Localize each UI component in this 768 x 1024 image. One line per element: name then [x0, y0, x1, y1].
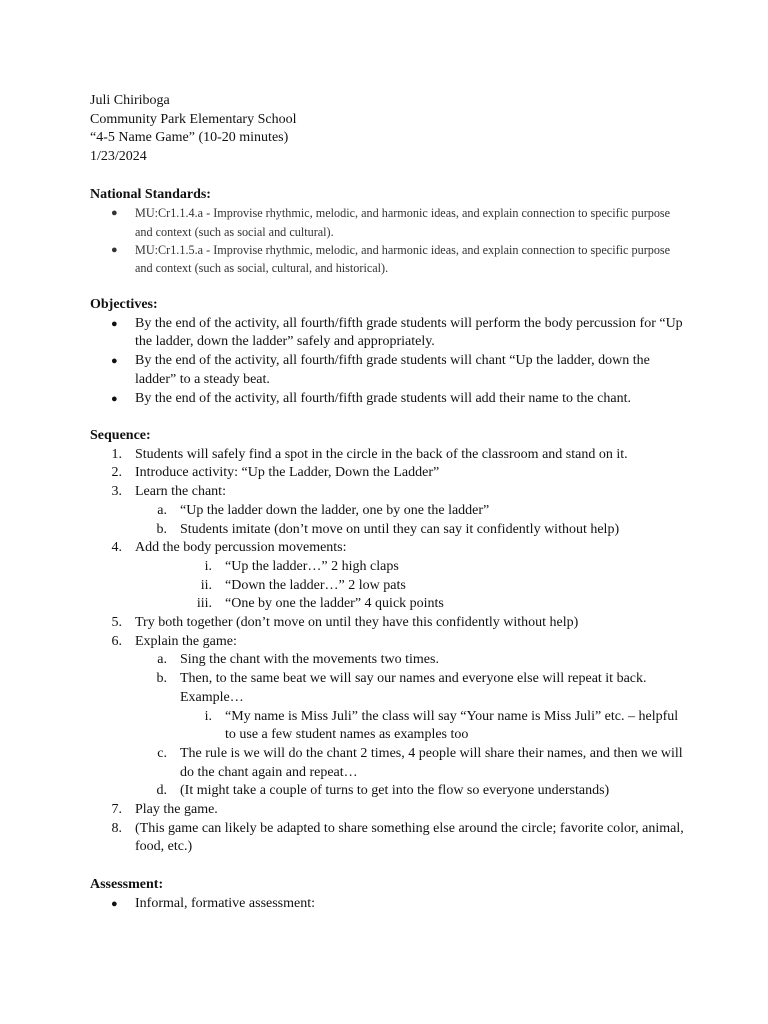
sub-step-letter: a.: [157, 652, 167, 668]
list-item: [90, 464, 690, 483]
standards-list: [90, 204, 690, 277]
sub-step-text: Sing the chant with the movements two times.: [180, 652, 439, 668]
step-number: 1.: [111, 446, 122, 462]
sub-step-text: The rule is we will do the chant 2 times, 4 people will share their names, and then we will do the chant again and repeat…: [180, 745, 683, 780]
list-item: [90, 204, 690, 241]
bullet-icon: ●: [111, 317, 118, 330]
list-item: [90, 633, 690, 801]
lesson-date: 1/23/2024: [90, 149, 147, 165]
roman-numeral: i.: [204, 558, 212, 574]
list-item: [90, 352, 690, 389]
sequence-section: [90, 427, 690, 857]
list-item: [180, 558, 690, 577]
list-item: [90, 390, 690, 409]
list-item: [90, 801, 690, 820]
list-item: [180, 708, 690, 745]
sub-step-text: “Up the ladder down the ladder, one by one the ladder”: [180, 502, 490, 518]
list-item: [135, 502, 690, 521]
roman-item-text: “One by one the ladder” 4 quick points: [225, 596, 444, 612]
objective-text: By the end of the activity, all fourth/fifth grade students will perform the body percussion for “Up the ladder, down the ladder” safely and appropriately.: [135, 315, 683, 350]
standard-text: MU:Cr1.1.4.a - Improvise rhythmic, melodic, and harmonic ideas, and explain connection to specific purpose and context (such as social and cultural).: [135, 206, 671, 239]
list-item: [180, 595, 690, 614]
list-item: [90, 483, 690, 539]
objectives-heading: Objectives:: [90, 297, 158, 313]
roman-item-text: “My name is Miss Juli” the class will say “Your name is Miss Juli” etc. – helpful to use a few student names as examples too: [225, 708, 679, 743]
sequence-list: [90, 446, 690, 857]
list-item: [90, 820, 690, 857]
sub-step-letter: d.: [156, 783, 167, 799]
bullet-icon: ●: [111, 243, 118, 256]
roman-item-text: “Down the ladder…” 2 low pats: [225, 577, 406, 593]
objective-text: By the end of the activity, all fourth/fifth grade students will chant “Up the ladder, down the ladder” to a steady beat.: [135, 353, 650, 387]
sub-step-letter: c.: [157, 745, 167, 761]
bullet-icon: ●: [111, 207, 118, 220]
roman-item-text: “Up the ladder…” 2 high claps: [225, 558, 399, 574]
list-item: [135, 745, 690, 782]
step-number: 3.: [111, 484, 122, 500]
step-text: Learn the chant:: [135, 484, 226, 500]
standard-text: MU:Cr1.1.5.a - Improvise rhythmic, melodic, and harmonic ideas, and explain connection to specific purpose and context (such as social, cultural, and historical).: [135, 242, 671, 276]
list-item: [90, 241, 690, 278]
list-item: [135, 782, 690, 801]
step-text: Play the game.: [135, 802, 218, 818]
document-header: [90, 92, 690, 167]
step-number: 8.: [111, 820, 122, 836]
document-page: [90, 92, 690, 913]
step-number: 2.: [111, 465, 122, 481]
step-number: 7.: [111, 802, 122, 818]
step-number: 6.: [111, 633, 122, 649]
sequence-heading: Sequence:: [90, 427, 151, 443]
sub-step-text: Then, to the same beat we will say our names and everyone else will repeat it back. Example…: [180, 671, 647, 705]
assessment-text: Informal, formative assessment:: [135, 895, 316, 911]
list-item: [90, 446, 690, 465]
sub-step-letter: a.: [157, 502, 167, 518]
sub-step-letter: b.: [156, 671, 167, 687]
assessment-list: [90, 895, 690, 914]
roman-numeral: i.: [204, 708, 212, 724]
sub-step-letter: b.: [156, 521, 167, 537]
sub-list: [135, 502, 690, 539]
list-item: [135, 651, 690, 670]
list-item: [90, 539, 690, 614]
assessment-section: [90, 876, 690, 913]
bullet-icon: ●: [111, 355, 118, 368]
list-item: [90, 895, 690, 914]
author-name: Juli Chiriboga: [90, 93, 170, 108]
bullet-icon: ●: [111, 392, 118, 405]
assessment-heading: Assessment:: [90, 876, 164, 892]
step-text: (This game can likely be adapted to share something else around the circle; favorite color, animal, food, etc.): [135, 820, 684, 855]
school-name: Community Park Elementary School: [90, 111, 297, 127]
roman-list: [180, 708, 690, 745]
lesson-title: “4-5 Name Game” (10-20 minutes): [90, 130, 289, 146]
list-item: [180, 577, 690, 596]
roman-numeral: ii.: [200, 577, 212, 593]
standards-section: [90, 186, 690, 278]
step-number: 5.: [111, 615, 122, 631]
bullet-icon: ●: [111, 897, 118, 910]
roman-numeral: iii.: [196, 596, 212, 612]
step-text: Try both together (don’t move on until they have this confidently without help): [135, 615, 579, 631]
step-text: Explain the game:: [135, 633, 237, 649]
objective-text: By the end of the activity, all fourth/fifth grade students will add their name to the chant.: [135, 390, 631, 406]
step-text: Students will safely find a spot in the circle in the back of the classroom and stand on it.: [135, 446, 628, 462]
sub-list: [135, 651, 690, 801]
sub-step-text: Students imitate (don’t move on until they can say it confidently without help): [180, 521, 620, 537]
roman-list: [135, 558, 690, 614]
list-item: [90, 614, 690, 633]
sub-step-text: (It might take a couple of turns to get into the flow so everyone understands): [180, 783, 610, 799]
step-number: 4.: [111, 540, 122, 556]
objectives-section: [90, 296, 690, 408]
list-item: [135, 670, 690, 745]
step-text: Add the body percussion movements:: [135, 540, 347, 556]
list-item: [135, 521, 690, 540]
list-item: [90, 315, 690, 352]
objectives-list: [90, 315, 690, 409]
standards-heading: National Standards:: [90, 186, 211, 202]
step-text: Introduce activity: “Up the Ladder, Down the Ladder”: [135, 465, 440, 481]
